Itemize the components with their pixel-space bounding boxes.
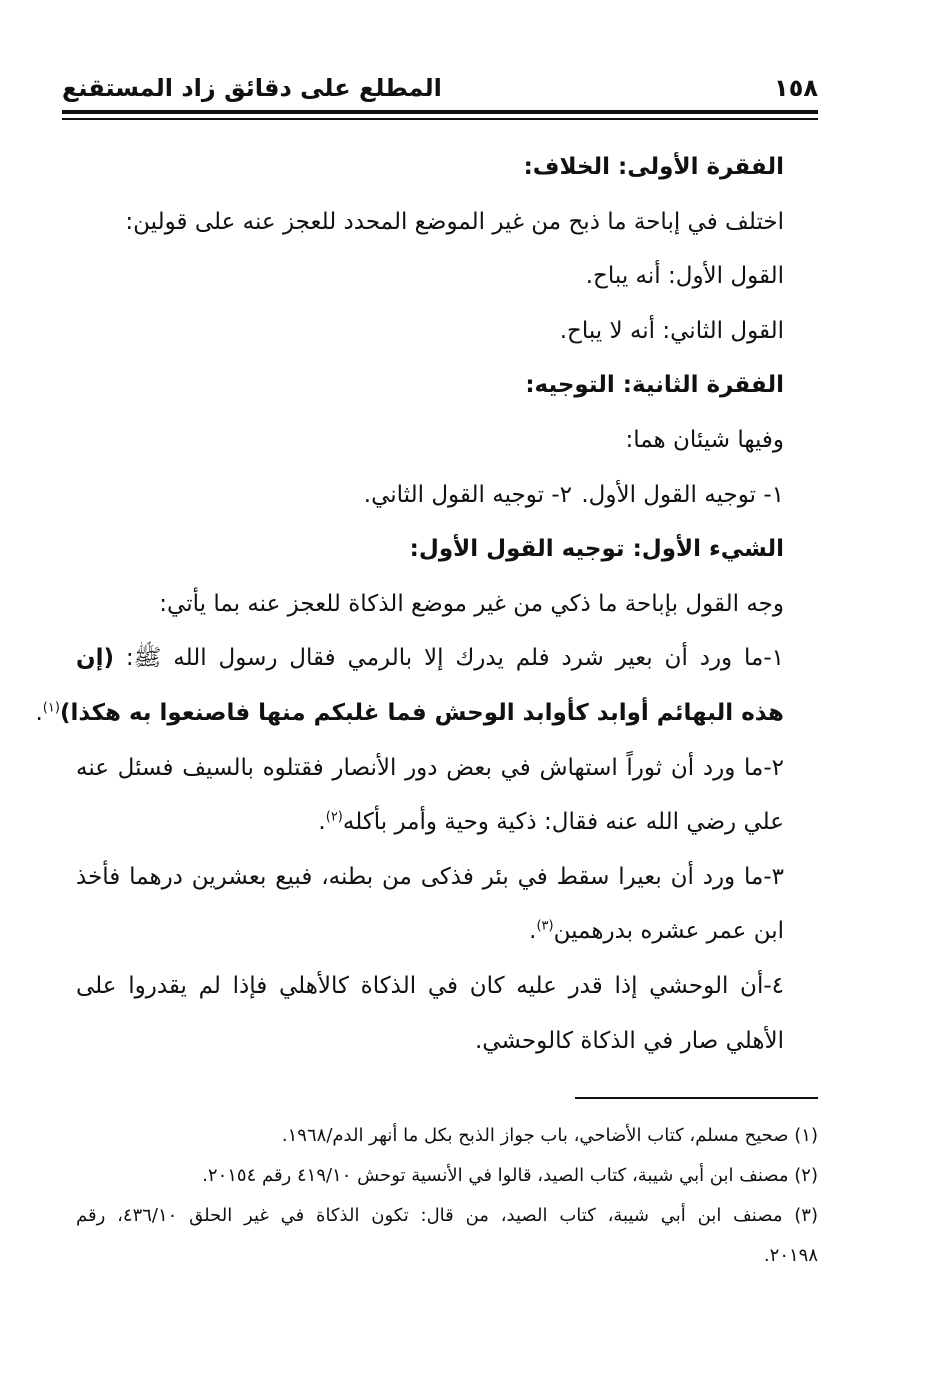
running-title: المطلع على دقائق زاد المستقنع xyxy=(62,74,442,102)
footnote-3: (٣) مصنف ابن أبي شيبة، كتاب الصيد، من قال: تكون الذكاة في غير الحلق ٤٣٦/١٠، رقم xyxy=(76,1205,818,1226)
header-rule-thick xyxy=(62,110,818,114)
text-line xyxy=(76,795,784,850)
footnote-1: (١) صحيح مسلم، كتاب الأضاحي، باب جواز الذبح بكل ما أنهر الدم/١٩٦٨. xyxy=(281,1125,818,1146)
page-number: ١٥٨ xyxy=(774,74,818,102)
section-heading-reasoning: الفقرة الثانية: التوجيه: xyxy=(525,372,784,399)
text-line: القول الثاني: أنه لا يباح. xyxy=(559,317,784,344)
text-run: ابن عمر عشره بدرهمين xyxy=(553,918,784,945)
list-item: ١- توجيه القول الأول. xyxy=(581,481,784,508)
main-text xyxy=(35,140,784,1068)
footnote-separator xyxy=(575,1097,818,1099)
header-rule-thin xyxy=(62,118,818,120)
text-run: علي رضي الله عنه فقال: ذكية وحية وأمر بأكله xyxy=(342,809,784,836)
text-line xyxy=(76,631,784,686)
text-line: ٤-أن الوحشي إذا قدر عليه كان في الذكاة كالأهلي فإذا لم يقدروا على xyxy=(76,972,784,999)
text-line: وفيها شيئان هما: xyxy=(625,426,784,453)
text-run: . xyxy=(318,809,326,836)
numbered-items-row xyxy=(76,468,784,523)
hadith-quote-start: (إن xyxy=(76,645,115,672)
text-line: اختلف في إباحة ما ذبح من غير الموضع المحدد للعجز عنه على قولين: xyxy=(125,208,784,235)
footnote-marker: (٢) xyxy=(325,809,343,825)
text-line xyxy=(35,686,784,741)
subsection-heading: الشيء الأول: توجيه القول الأول: xyxy=(409,536,784,563)
text-line xyxy=(76,904,784,959)
hadith-quote: هذه البهائم أوابد كأوابد الوحش فما غلبكم منها فاصنعوا به هكذا) xyxy=(59,699,784,726)
footnote-marker: (١) xyxy=(42,700,60,716)
footnotes xyxy=(76,1116,818,1276)
page-header xyxy=(62,72,818,112)
text-line: وجه القول بإباحة ما ذكي من غير موضع الذكاة للعجز عنه بما يأتي: xyxy=(159,590,784,617)
footnote-3-continued: ٢٠١٩٨. xyxy=(763,1245,818,1266)
text-run: ١-ما ورد أن بعير شرد فلم يدرك إلا بالرمي فقال رسول الله ﷺ: xyxy=(125,645,784,672)
text-line: القول الأول: أنه يباح. xyxy=(585,263,784,290)
text-line: ٢-ما ورد أن ثوراً استهاش في بعض دور الأنصار فقتلوه بالسيف فسئل عنه xyxy=(76,754,784,781)
footnote-2: (٢) مصنف ابن أبي شيبة، كتاب الصيد، قالوا في الأنسية توحش ٤١٩/١٠ رقم ٢٠١٥٤. xyxy=(202,1165,818,1186)
text-line: الأهلي صار في الذكاة كالوحشي. xyxy=(474,1027,784,1054)
list-item: ٢- توجيه القول الثاني. xyxy=(363,481,572,508)
text-run: . xyxy=(529,918,537,945)
text-run: . xyxy=(35,699,43,726)
text-line: ٣-ما ورد أن بعيرا سقط في بئر فذكى من بطنه، فبيع بعشرين درهما فأخذ xyxy=(76,863,784,890)
section-heading-dispute: الفقرة الأولى: الخلاف: xyxy=(523,154,784,180)
footnote-marker: (٣) xyxy=(536,918,554,934)
